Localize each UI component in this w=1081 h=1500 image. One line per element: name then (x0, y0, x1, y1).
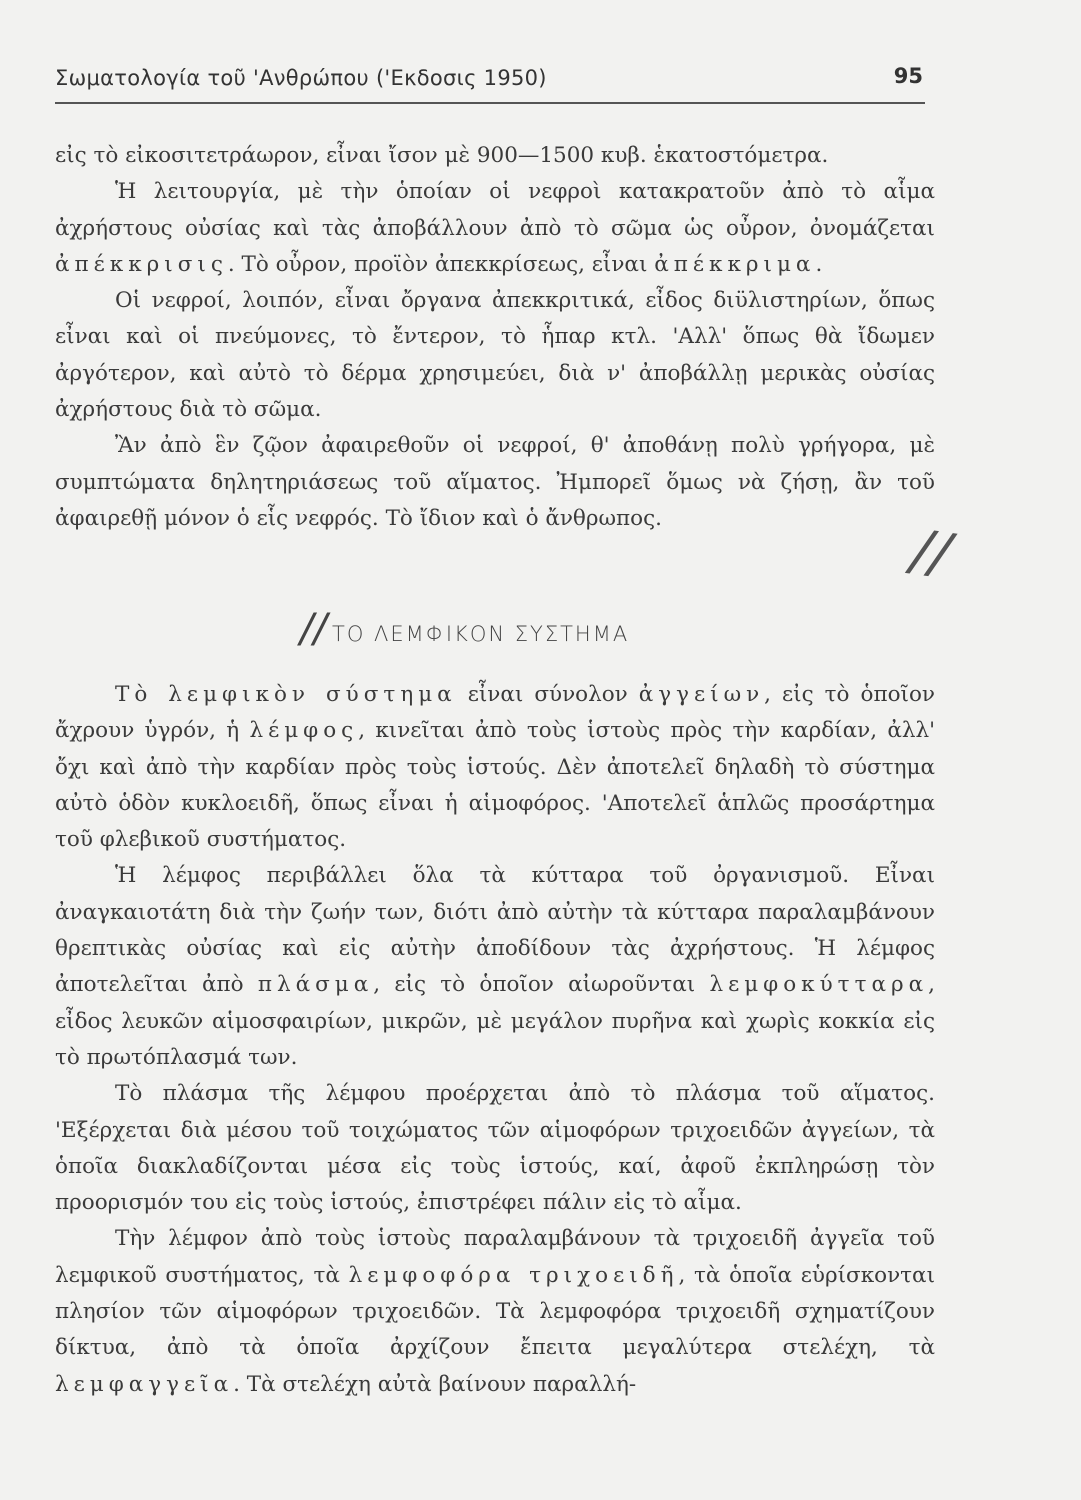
handwritten-slash-mark: // (300, 606, 327, 652)
running-header (55, 62, 925, 104)
paragraph: Ἂν ἀπὸ ἓν ζῷον ἀφαιρεθοῦν οἱ νεφροί, θ' ἀποθάνῃ πολὺ γρήγορα, μὲ συμπτώματα δηλητηριάσεως τοῦ αἵματος. Ἠμπορεῖ ὅμως νὰ ζήσῃ, ἂν τοῦ ἀφαιρεθῇ μόνον ὁ εἷς νεφρός. Τὸ ἴδιον καὶ ὁ ἄνθρωπος. (55, 433, 935, 531)
running-title: Σωματολογία τοῦ 'Ανθρώπου ('Εκδοσις 1950) (55, 66, 547, 90)
spaced-term: λέμφος (249, 718, 359, 744)
spaced-term: λεμφοφόρα τριχοειδῆ (348, 1262, 679, 1288)
spaced-term: ἀπέκκρισις (55, 251, 228, 277)
paragraph: Ἡ λειτουργία, μὲ τὴν ὁποίαν οἱ νεφροὶ κατακρατοῦν ἀπὸ τὸ αἷμα ἀχρήστους οὐσίας καὶ τὰς ἀποβάλλουν ἀπὸ τὸ σῶμα ὡς οὖρον, ὀνομάζεται ἀπέκκρισις. Τὸ οὖρον, προϊὸν ἀπεκκρίσεως, εἶναι ἀπέκκριμα. (55, 179, 935, 277)
section-heading-text: ΤΟ ΛΕΜΦΙΚΟΝ ΣΥΣΤΗΜΑ (332, 622, 630, 646)
spaced-term: Τὸ λεμφικὸν σύστημα (115, 682, 457, 707)
spaced-term: πλάσμα (257, 972, 374, 998)
paragraph: εἰς τὸ εἰκοσιτετράωρον, εἶναι ἴσον μὲ 900—1500 κυβ. ἑκατοστόμετρα. (55, 143, 829, 168)
section-heading (300, 606, 720, 660)
paragraph: Τὸ πλάσμα τῆς λέμφου προέρχεται ἀπὸ τὸ πλάσμα τοῦ αἵματος. 'Εξέρχεται διὰ μέσου τοῦ τοιχώματος τῶν αἱμοφόρων τριχοειδῶν ἀγγείων, τὰ ὁποῖα διακλαδίζονται μέσα εἰς τοὺς ἱστούς, καί, ἀφοῦ ἐκπληρώσῃ τὸν προορισμόν του εἰς τοὺς ἱστούς, ἐπιστρέφει πάλιν εἰς τὸ αἷμα. (55, 1081, 935, 1216)
spaced-term: ἀπέκκριμα (654, 251, 816, 277)
page-number: 95 (893, 64, 923, 88)
spaced-term: λεμφαγγεῖα (55, 1371, 234, 1397)
section-kidneys-text (55, 138, 935, 537)
spaced-term: λεμφοκύτταρα (709, 972, 929, 998)
paragraph: Τὸ λεμφικὸν σύστημα εἶναι σύνολον ἀγγείων, εἰς τὸ ὁποῖον ἄχρουν ὑγρόν, ἡ λέμφος, κινεῖται ἀπὸ τοὺς ἱστοὺς πρὸς τὴν καρδίαν, ἀλλ' ὄχι καὶ ἀπὸ τὴν καρδίαν πρὸς τοὺς ἱστούς. Δὲν ἀποτελεῖ δηλαδὴ τὸ σύστημα αὐτὸ ὁδὸν κυκλοειδῆ, ὅπως εἶναι ἡ αἱμοφόρος. 'Αποτελεῖ ἁπλῶς προσάρτημα τοῦ φλεβικοῦ συστήματος. (55, 682, 935, 853)
paragraph: Ἡ λέμφος περιβάλλει ὅλα τὰ κύτταρα τοῦ ὀργανισμοῦ. Εἶναι ἀναγκαιοτάτη διὰ τὴν ζωήν των, διότι ἀπὸ αὐτὴν τὰ κύτταρα παραλαμβάνουν θρεπτικὰς οὐσίας καὶ εἰς αὐτὴν ἀποδίδουν τὰς ἀχρήστους. Ἡ λέμφος ἀποτελεῖται ἀπὸ πλάσμα, εἰς τὸ ὁποῖον αἰωροῦνται λεμφοκύτταρα, εἶδος λευκῶν αἱμοσφαιρίων, μικρῶν, μὲ μεγάλον πυρῆνα καὶ χωρὶς κοκκία εἰς τὸ πρωτόπλασμά των. (55, 863, 935, 1070)
handwritten-slash-mark: // (907, 517, 955, 588)
paragraph: Τὴν λέμφον ἀπὸ τοὺς ἱστοὺς παραλαμβάνουν τὰ τριχοειδῆ ἀγγεῖα τοῦ λεμφικοῦ συστήματος, τὰ λεμφοφόρα τριχοειδῆ, τὰ ὁποῖα εὑρίσκονται πλησίον τῶν αἱμοφόρων τριχοειδῶν. Τὰ λεμφοφόρα τριχοειδῆ σχηματίζουν δίκτυα, ἀπὸ τὰ ὁποῖα ἀρχίζουν ἔπειτα μεγαλύτερα στελέχη, τὰ λεμφαγγεῖα. Τὰ στελέχη αὐτὰ βαίνουν παραλλή- (55, 1226, 936, 1397)
spaced-term: ἀγγείων (638, 682, 765, 707)
paragraph: Οἱ νεφροί, λοιπόν, εἶναι ὄργανα ἀπεκκριτικά, εἶδος διϋλιστηρίων, ὅπως εἶναι καὶ οἱ πνεύμονες, τὸ ἔντερον, τὸ ἧπαρ κτλ. 'Αλλ' ὅπως θὰ ἴδωμεν ἀργότερον, καὶ αὐτὸ τὸ δέρμα χρησιμεύει, διὰ ν' ἀποβάλλῃ μερικὰς οὐσίας ἀχρήστους διὰ τὸ σῶμα. (55, 288, 935, 423)
section-lymph-text (55, 677, 935, 1403)
